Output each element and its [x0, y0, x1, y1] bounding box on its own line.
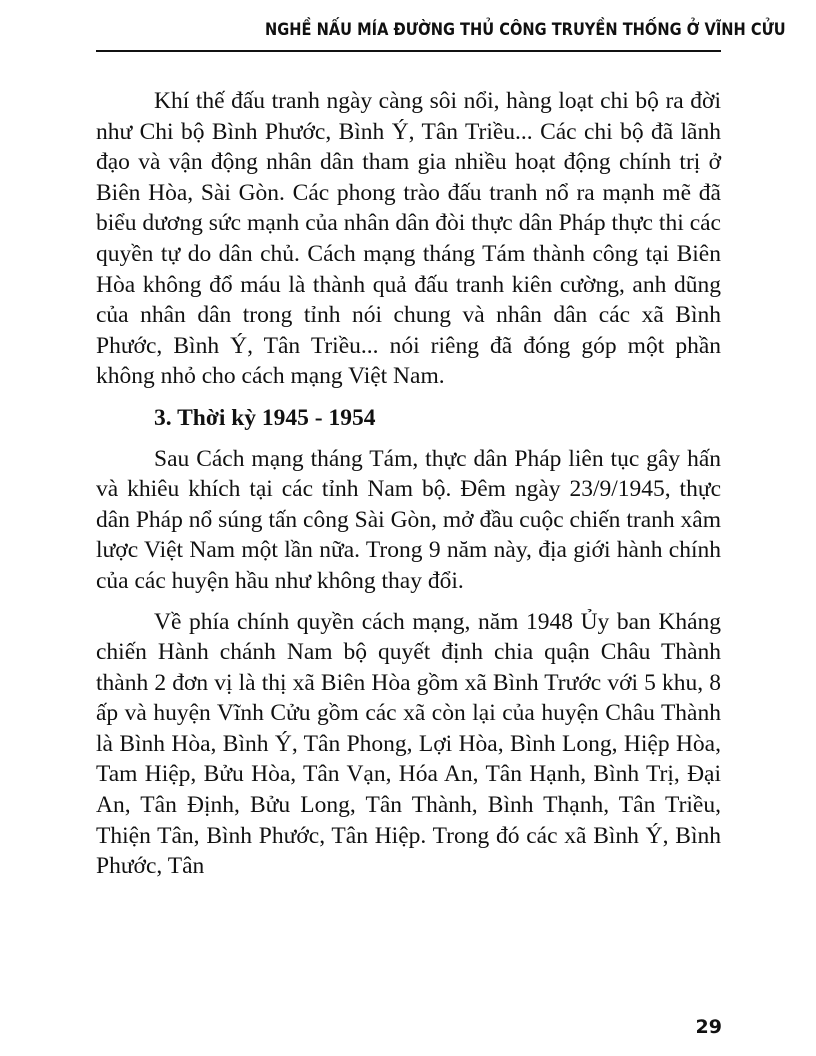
paragraph-1: Khí thế đấu tranh ngày càng sôi nổi, hàng loạt chi bộ ra đời như Chi bộ Bình Phước, Bình Ý, Tân Triều... Các chi bộ đã lãnh đạo và vận động nhân dân tham gia nhiều hoạt động chính trị ở Biên Hòa, Sài Gòn. Các phong trào đấu tranh nổ ra mạnh mẽ đã biểu dương sức mạnh của nhân dân đòi thực dân Pháp thực thi các quyền tự do dân chủ. Cách mạng tháng Tám thành công tại Biên Hòa không đổ máu là thành quả đấu tranh kiên cường, anh dũng của nhân dân trong tỉnh nói chung và nhân dân các xã Bình Phước, Bình Ý, Tân Triều... nói riêng đã đóng góp một phần không nhỏ cho cách mạng Việt Nam. — [96, 88, 721, 390]
page-body — [96, 86, 721, 882]
header-rule — [96, 50, 721, 52]
section-heading: 3. Thời kỳ 1945 - 1954 — [154, 404, 376, 431]
paragraph-3: Về phía chính quyền cách mạng, năm 1948 Ủy ban Kháng chiến Hành chánh Nam bộ quyết định chia quận Châu Thành thành 2 đơn vị là thị xã Biên Hòa gồm xã Bình Trước với 5 khu, 8 ấp và huyện Vĩnh Cửu gồm các xã còn lại của huyện Châu Thành là Bình Hòa, Bình Ý, Tân Phong, Lợi Hòa, Bình Long, Hiệp Hòa, Tam Hiệp, Bửu Hòa, Tân Vạn, Hóa An, Tân Hạnh, Bình Trị, Đại An, Tân Định, Bửu Long, Tân Thành, Bình Thạnh, Tân Triều, Thiện Tân, Bình Phước, Tân Hiệp. Trong đó các xã Bình Ý, Bình Phước, Tân — [96, 608, 721, 880]
running-header: NGHỀ NẤU MÍA ĐƯỜNG THỦ CÔNG TRUYỀN THỐNG Ở VĨNH CỬU — [265, 20, 786, 40]
page-number: 29 — [695, 1016, 722, 1038]
paragraph-2: Sau Cách mạng tháng Tám, thực dân Pháp liên tục gây hấn và khiêu khích tại các tỉnh Nam bộ. Đêm ngày 23/9/1945, thực dân Pháp nổ súng tấn công Sài Gòn, mở đầu cuộc chiến tranh xâm lược Việt Nam một lần nữa. Trong 9 năm này, địa giới hành chính của các huyện hầu như không thay đổi. — [96, 445, 721, 594]
